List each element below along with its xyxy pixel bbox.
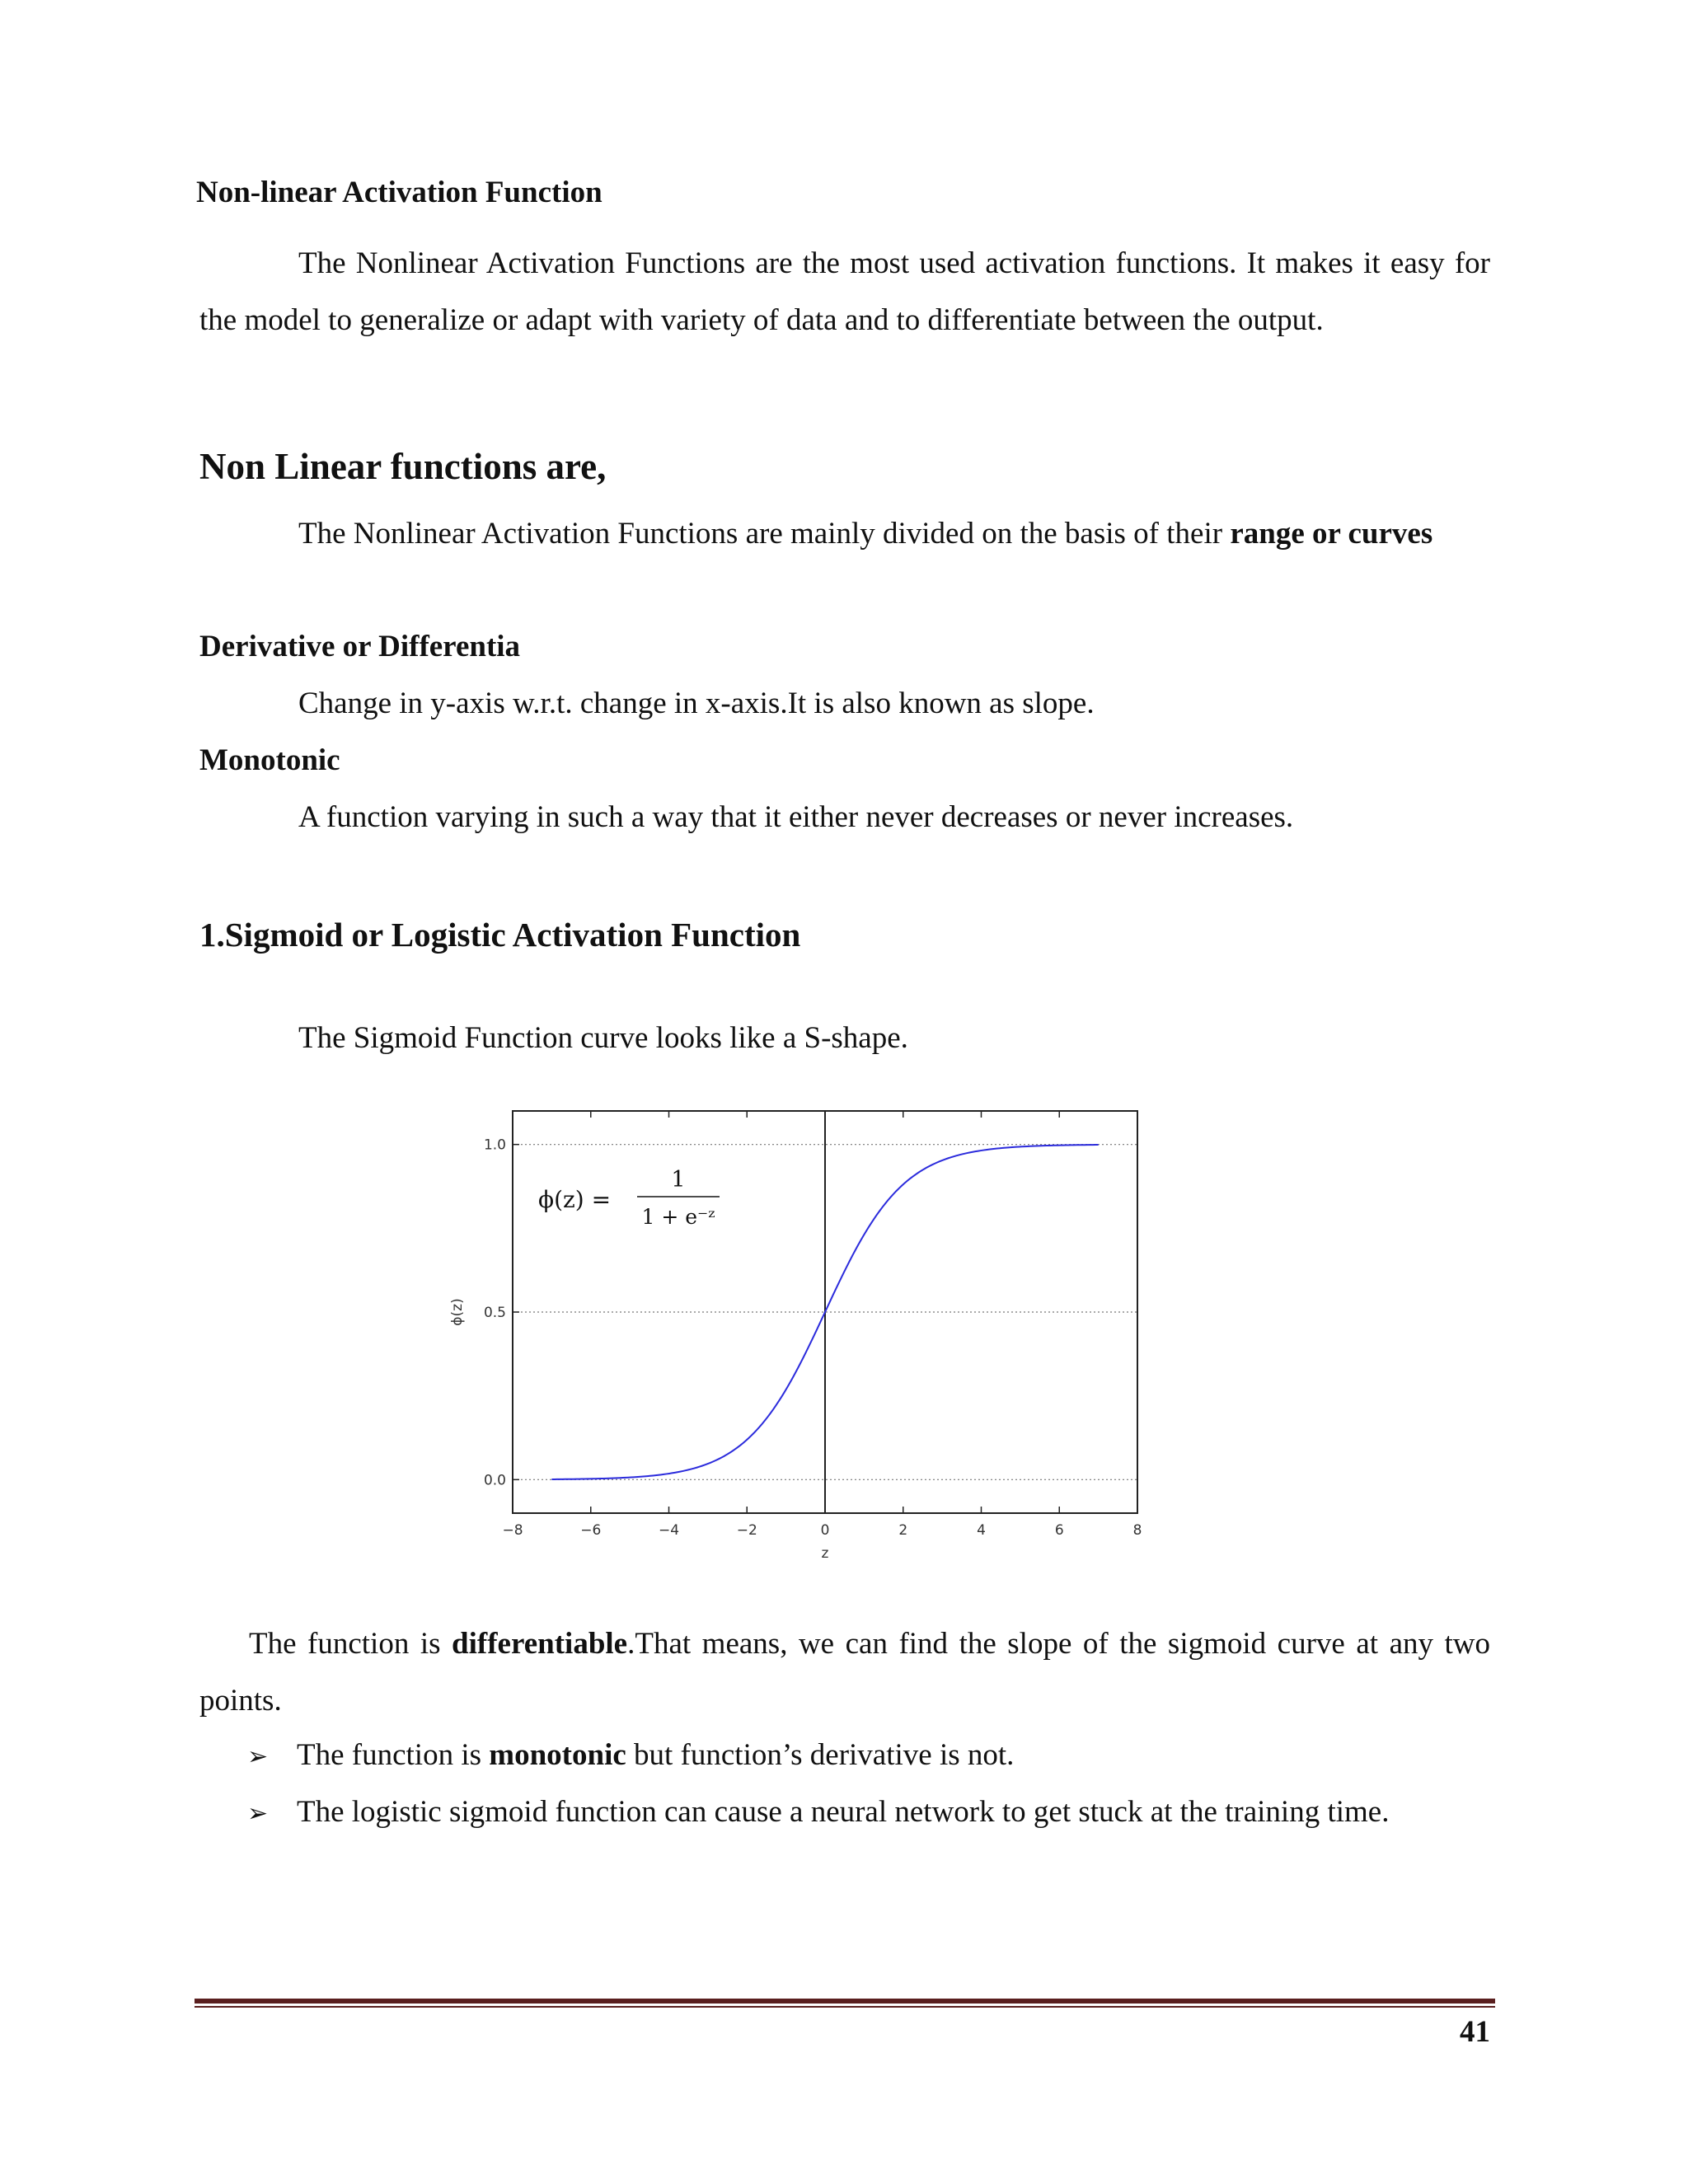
x-tick-label: −4 (658, 1522, 680, 1539)
paragraph-divided-text: The Nonlinear Activation Functions are mainly divided on the basis of their (298, 517, 1231, 551)
x-tick-label: −2 (736, 1522, 757, 1539)
label-monotonic: Monotonic (199, 743, 340, 777)
heading-nonlinear-activation: Non-linear Activation Function (196, 176, 603, 209)
diff-text-1: The function is (249, 1627, 452, 1661)
diff-text-2: .That means, we can find the slope of the sigmoid curve at any two points. (199, 1627, 1490, 1718)
bullet1-bold: monotonic (489, 1738, 626, 1772)
formula-lhs: ϕ(z) = (538, 1186, 612, 1213)
x-tick-label: 8 (1132, 1522, 1142, 1539)
text-derivative: Change in y-axis w.r.t. change in x-axis.It is also known as slope. (298, 687, 1095, 720)
bullet1-text-2: but function’s derivative is not. (626, 1738, 1015, 1772)
paragraph-divided-bold: range or curves (1230, 517, 1433, 551)
formula-denominator: 1 + e⁻ᶻ (641, 1205, 715, 1229)
bullet-arrow-icon: ➢ (247, 1799, 269, 1828)
y-tick-label: 0.5 (483, 1305, 506, 1321)
x-tick-label: 4 (977, 1522, 986, 1539)
x-tick-label: −6 (580, 1522, 602, 1539)
paragraph-intro: The Nonlinear Activation Functions are the most used activation functions. It makes it easy for the model to generalize or adapt with variety of data and to differentiate between the output. (199, 246, 1490, 337)
heading-nonlinear-functions: Non Linear functions are, (199, 446, 607, 487)
paragraph-divided (199, 505, 1490, 562)
x-tick-label: 0 (820, 1522, 830, 1539)
bullet-arrow-icon: ➢ (247, 1742, 269, 1771)
bullet-stuck (247, 1794, 1389, 1830)
x-axis-label: z (821, 1545, 829, 1562)
diff-bold: differentiable (452, 1627, 628, 1661)
bullet-monotonic (247, 1737, 1014, 1773)
footer-rule (195, 1999, 1495, 2004)
y-tick-label: 0.0 (483, 1472, 506, 1489)
formula-numerator: 1 (671, 1167, 686, 1193)
footer-rule-thin (195, 2006, 1495, 2008)
text-sigmoid-intro: The Sigmoid Function curve looks like a S-shape. (298, 1021, 908, 1055)
bullet2-text: The logistic sigmoid function can cause a neural network to get stuck at the training time. (297, 1795, 1390, 1829)
y-axis-label: ϕ(z) (449, 1298, 466, 1326)
paragraph-differentiable (199, 1615, 1490, 1729)
chart-ticks (484, 1111, 1142, 1539)
section-title-sigmoid: 1.Sigmoid or Logistic Activation Function (199, 916, 801, 954)
y-tick-label: 1.0 (483, 1137, 506, 1154)
x-tick-label: 2 (898, 1522, 908, 1539)
sigmoid-chart (445, 1096, 1154, 1574)
page-number: 41 (1460, 2015, 1490, 2049)
label-derivative: Derivative or Differentia (199, 630, 521, 663)
bullet1-text-1: The function is (297, 1738, 490, 1772)
text-monotonic: A function varying in such a way that it either never decreases or never increases. (298, 800, 1294, 834)
x-tick-label: 6 (1054, 1522, 1064, 1539)
x-tick-label: −8 (502, 1522, 523, 1539)
